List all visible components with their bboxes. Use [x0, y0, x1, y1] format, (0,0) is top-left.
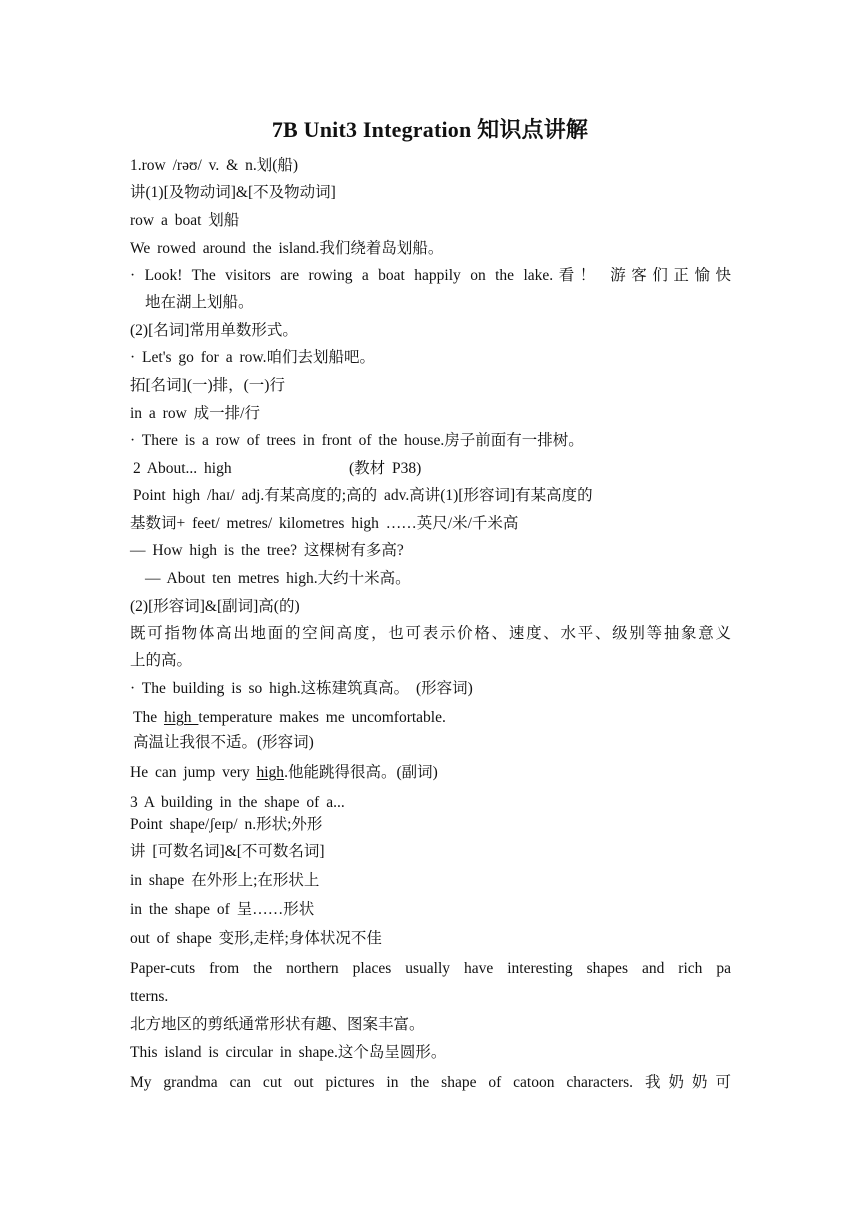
underlined-word: high	[256, 764, 285, 781]
line-high-point: Point high /haɪ/ adj.有某高度的;高的 adv.高讲(1)[形容词]有某高度的	[133, 487, 593, 504]
page-title: 7B Unit3 Integration 知识点讲解	[271, 117, 589, 142]
line-row-example-3: · Let's go for a row.咱们去划船吧。	[130, 349, 375, 366]
line-shape-example-2: This island is circular in shape.这个岛呈圆形。	[130, 1044, 447, 1061]
line-shape-explain: 讲 [可数名词]&[不可数名词]	[130, 843, 325, 860]
line-row-heading: 1.row /rəʊ/ v. & n.划(船)	[130, 157, 299, 174]
line-high-textbook-ref: (教材 P38)	[349, 460, 422, 477]
text: The	[133, 709, 164, 726]
line-high-example-1: · The building is so high.这栋建筑真高。 (形容词)	[130, 680, 473, 697]
line-shape-example-1: Paper-cuts from the northern places usually have interesting shapes and rich pa	[130, 960, 731, 977]
line-row-example-4: · There is a row of trees in front of the house.房子前面有一排树。	[130, 432, 584, 449]
text: temperature makes me uncomfortable.	[198, 709, 446, 726]
line-high-heading: 2 About... high	[133, 460, 232, 477]
line-high-example-3	[130, 763, 438, 783]
line-row-explain-2: (2)[名词]常用单数形式。	[130, 322, 298, 339]
line-row-example-1: We rowed around the island.我们绕着岛划船。	[130, 240, 444, 257]
line-shape-example-1-translation: 北方地区的剪纸通常形状有趣、图案丰富。	[130, 1016, 425, 1033]
line-shape-example-3: My grandma can cut out pictures in the shape of catoon characters. 我奶奶可	[130, 1074, 731, 1091]
line-shape-heading: 3 A building in the shape of a...	[130, 794, 345, 811]
line-high-answer: — About ten metres high.大约十米高。	[145, 570, 411, 587]
text: He can jump very	[130, 764, 257, 781]
line-row-example-2: · Look! The visitors are rowing a boat happily on the lake.看！ 游客们正愉快	[130, 267, 731, 284]
line-row-phrase-2: in a row 成一排/行	[130, 405, 260, 422]
line-high-example-2-translation: 高温让我很不适。(形容词)	[133, 734, 314, 751]
line-high-desc: 既可指物体高出地面的空间高度，也可表示价格、速度、水平、级别等抽象意义	[130, 625, 731, 642]
line-row-example-2-cont: 地在湖上划船。	[145, 294, 254, 311]
line-row-explain-1: 讲(1)[及物动词]&[不及物动词]	[130, 184, 336, 201]
underlined-word: high	[163, 709, 199, 726]
line-shape-phrase-2: in the shape of 呈……形状	[130, 901, 315, 918]
line-high-example-2	[133, 708, 446, 728]
line-row-extend: 拓[名词](一)排，(一)行	[130, 377, 285, 394]
text: .他能跳得很高。(副词)	[284, 764, 438, 781]
line-shape-phrase-3: out of shape 变形,走样;身体状况不佳	[130, 930, 382, 947]
line-high-question: — How high is the tree? 这棵树有多高?	[130, 542, 404, 559]
line-shape-example-1-cont: tterns.	[130, 988, 169, 1005]
line-shape-point: Point shape/ʃeɪp/ n.形状;外形	[130, 816, 323, 833]
line-row-phrase: row a boat 划船	[130, 212, 240, 229]
line-high-pattern: 基数词+ feet/ metres/ kilometres high ……英尺/米/千米高	[130, 515, 519, 532]
line-shape-phrase-1: in shape 在外形上;在形状上	[130, 872, 320, 889]
line-high-explain-2: (2)[形容词]&[副词]高(的)	[130, 598, 300, 615]
line-high-desc-cont: 上的高。	[130, 652, 193, 669]
